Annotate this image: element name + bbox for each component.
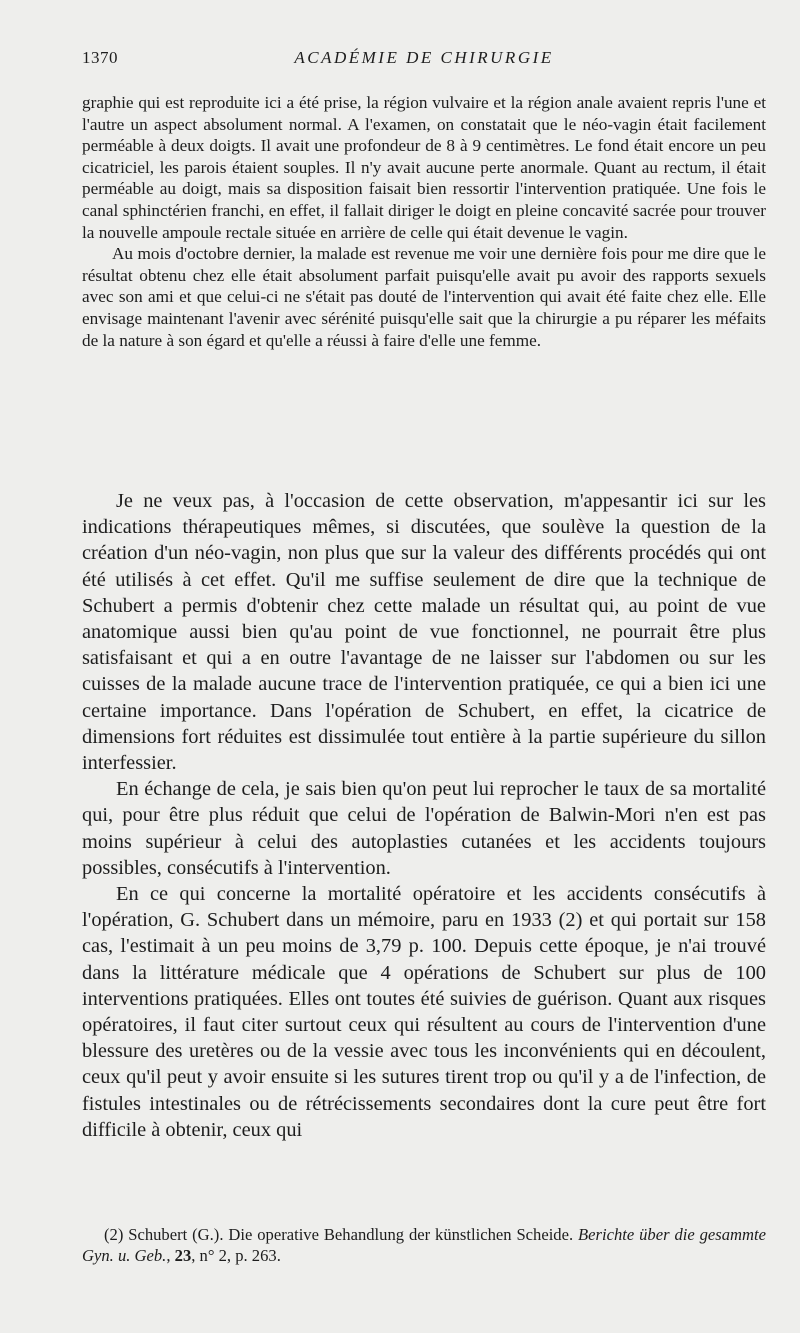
main-paragraph-3: En ce qui concerne la mortalité opératoire et les accidents consécutifs à l'opération, G. Schubert dans un mémoire, paru en 1933 (2) et qui portait sur 158 cas, l'estimait à un peu moins de 3,79 p. 100. Depuis cette époque, je n'ai trouvé dans la littérature médicale que 4 opérations de Schubert sur plus de 100 interventions pratiquées. Elles ont toutes été suivies de guérison. Quant aux risques opératoires, il faut citer surtout ceux qui résultent au cours de l'intervention d'une blessure des uretères ou de la vessie avec tous les inconvénients qui en découlent, ceux qu'il peut y avoir ensuite si les sutures tirent trop ou qu'il y a de l'infection, de fistules intestinales ou de rétrécissements secondaires dont la cure peut être fort difficile à obtenir, ceux qui: [82, 883, 766, 1141]
page-number: 1370: [82, 48, 118, 67]
main-text: [82, 488, 766, 1143]
footnote-2: [82, 1224, 766, 1266]
footnote-volume: 23: [174, 1246, 192, 1265]
main-paragraph-1: Je ne veux pas, à l'occasion de cette observation, m'appesantir ici sur les indications thérapeutiques mêmes, si discutées, que soulève la question de la création d'un néo-vagin, non plus que sur la valeur des différents procédés qui ont été utilisés à cet effet. Qu'il me suffise seulement de dire que la technique de Schubert a permis d'obtenir chez cette malade un résultat qui, au point de vue anatomique aussi bien qu'au point de vue fonctionnel, ne pourrait être plus satisfaisant et qui a en outre l'avantage de ne laisser sur l'abdomen ou sur les cuisses de la malade aucune trace de l'intervention pratiquée, ce qui a bien ici une certaine importance. Dans l'opération de Schubert, en effet, la cicatrice de dimensions fort réduites est dissimulée tout entière à la partie supérieure du sillon interfessier.: [82, 490, 766, 775]
footnote-prefix: (2) Schubert (G.). Die operative Behandlung der künstlichen Scheide.: [104, 1225, 579, 1244]
running-title: ACADÉMIE DE CHIRURGIE: [294, 48, 554, 67]
observation-paragraph-2: Au mois d'octobre dernier, la malade est revenue me voir une dernière fois pour me dire que le résultat obtenu chez elle était absolument parfait puisqu'elle avait pu avoir des rapports sexuels avec son ami et que celui-ci ne s'était pas douté de l'intervention qui avait été faite chez elle. Elle envisage maintenant l'avenir avec sérénité puisqu'elle sait que la chirurgie a pu réparer les méfaits de la nature à son égard et qu'elle a réussi à faire d'elle une femme.: [82, 244, 766, 350]
observation-text: [82, 92, 766, 351]
footnote: [82, 1224, 766, 1266]
footnote-separator: ,: [166, 1246, 175, 1265]
main-paragraph-2: En échange de cela, je sais bien qu'on peut lui reprocher le taux de sa mortalité qui, pour être plus réduit que celui de l'opération de Balwin-Mori n'en est pas moins supérieur à celui des autoplasties cutanées et les accidents toujours possibles, consécutifs à l'intervention.: [82, 778, 766, 879]
footnote-suffix: , n° 2, p. 263.: [191, 1246, 281, 1265]
page-header: [82, 48, 766, 72]
observation-paragraph-1: graphie qui est reproduite ici a été prise, la région vulvaire et la région anale avaient repris l'une et l'autre un aspect absolument normal. A l'examen, on constatait que le néo-vagin était facilement perméable à deux doigts. Il avait une profondeur de 8 à 9 centimètres. Le fond était encore un peu cicatriciel, les parois étaient souples. Il n'y avait aucune perte anormale. Quant au rectum, il était perméable au doigt, mais sa disposition faisait bien ressortir l'intervention pratiquée. Une fois le canal sphinctérien franchi, en effet, il fallait diriger le doigt en pleine concavité sacrée pour trouver la nouvelle ampoule rectale située en arrière de celle qui était devenue le vagin.: [82, 93, 766, 242]
footnote-journal: Berichte über die gesammte Gyn. u. Geb.: [82, 1225, 766, 1265]
